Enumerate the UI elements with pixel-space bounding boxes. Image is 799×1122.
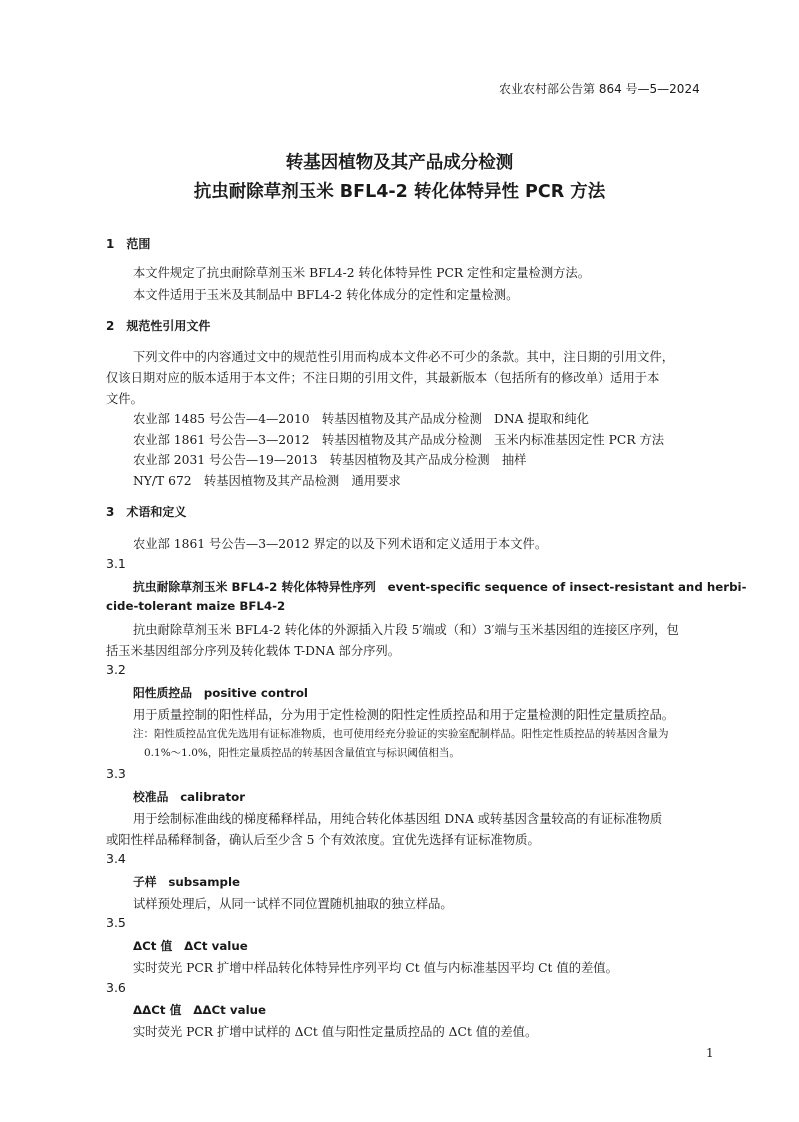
reference-item: 农业部 2031 号公告—19—2013 转基因植物及其产品成分检测 抽样 (133, 453, 527, 467)
term-number: 3.5 (106, 915, 126, 930)
reference-item: NY/T 672 转基因植物及其产品检测 通用要求 (133, 474, 401, 488)
page-number: 1 (706, 1046, 714, 1060)
term-definition: 或阳性样品稀释制备，确认后至少含 5 个有效浓度。宜优先选择有证标准物质。 (106, 833, 540, 847)
term-number: 3.4 (106, 851, 126, 866)
reference-item: 农业部 1861 号公告—3—2012 转基因植物及其产品成分检测 玉米内标准基因定性 PCR 方法 (133, 433, 665, 447)
section-1-heading: 1 范围 (106, 237, 151, 251)
term-definition: 用于绘制标准曲线的梯度稀释样品，用纯合转化体基因组 DNA 或转基因含量较高的有证标准物质 (133, 812, 663, 826)
note: 注：阳性质控品宜优先选用有证标准物质，也可使用经充分验证的实验室配制样品。阳性定性质控品的转基因含量为 (133, 728, 669, 740)
note: 0.1%～1.0%，阳性定量质控品的转基因含量值宜与标识阈值相当。 (144, 747, 460, 759)
term-definition: 括玉米基因组部分序列及转化载体 T-DNA 部分序列。 (106, 644, 401, 658)
term-number: 3.1 (106, 556, 126, 571)
term-title: 阳性质控品 positive control (133, 686, 308, 700)
document-number: 农业农村部公告第 864 号—5—2024 (499, 82, 700, 96)
paragraph: 本文件适用于玉米及其制品中 BFL4-2 转化体成分的定性和定量检测。 (133, 288, 519, 302)
page-title-line-1: 转基因植物及其产品成分检测 (285, 153, 514, 173)
reference-item: 农业部 1485 号公告—4—2010 转基因植物及其产品成分检测 DNA 提取和纯化 (133, 412, 589, 426)
term-definition: 试样预处理后，从同一试样不同位置随机抽取的独立样品。 (133, 897, 453, 911)
term-number: 3.6 (106, 980, 126, 995)
term-title: 校准品 calibrator (133, 790, 246, 804)
term-definition: 实时荧光 PCR 扩增中样品转化体特异性序列平均 Ct 值与内标准基因平均 Ct 值的差值。 (133, 961, 618, 975)
term-number: 3.3 (106, 766, 126, 781)
section-3-heading: 3 术语和定义 (106, 505, 187, 519)
term-definition: 实时荧光 PCR 扩增中试样的 ΔCt 值与阳性定量质控品的 ΔCt 值的差值。 (133, 1025, 538, 1039)
term-title: 子样 subsample (133, 875, 241, 889)
term-title: ΔΔCt 值 ΔΔCt value (133, 1003, 267, 1017)
paragraph: 本文件规定了抗虫耐除草剂玉米 BFL4-2 转化体特异性 PCR 定性和定量检测方法。 (133, 266, 591, 280)
term-title: cide-tolerant maize BFL4-2 (106, 599, 286, 613)
page-title-line-2: 抗虫耐除草剂玉米 BFL4-2 转化体特异性 PCR 方法 (193, 182, 606, 202)
term-definition: 抗虫耐除草剂玉米 BFL4-2 转化体的外源插入片段 5′端或（和）3′端与玉米基因组的连接区序列，包 (133, 623, 679, 637)
term-definition: 用于质量控制的阳性样品，分为用于定性检测的阳性定性质控品和用于定量检测的阳性定量质控品。 (133, 708, 675, 722)
paragraph: 仅该日期对应的版本适用于本文件；不注日期的引用文件，其最新版本（包括所有的修改单）适用于本 (106, 371, 660, 385)
term-title: ΔCt 值 ΔCt value (133, 939, 248, 953)
section-2-heading: 2 规范性引用文件 (106, 319, 211, 333)
paragraph: 下列文件中的内容通过文中的规范性引用而构成本文件必不可少的条款。其中，注日期的引用文件， (133, 350, 675, 364)
term-number: 3.2 (106, 662, 126, 677)
paragraph: 文件。 (106, 392, 143, 406)
paragraph: 农业部 1861 号公告—3—2012 界定的以及下列术语和定义适用于本文件。 (133, 537, 548, 551)
term-title: 抗虫耐除草剂玉米 BFL4-2 转化体特异性序列 event-specific sequence of insect-resistant and herbi- (133, 580, 747, 594)
